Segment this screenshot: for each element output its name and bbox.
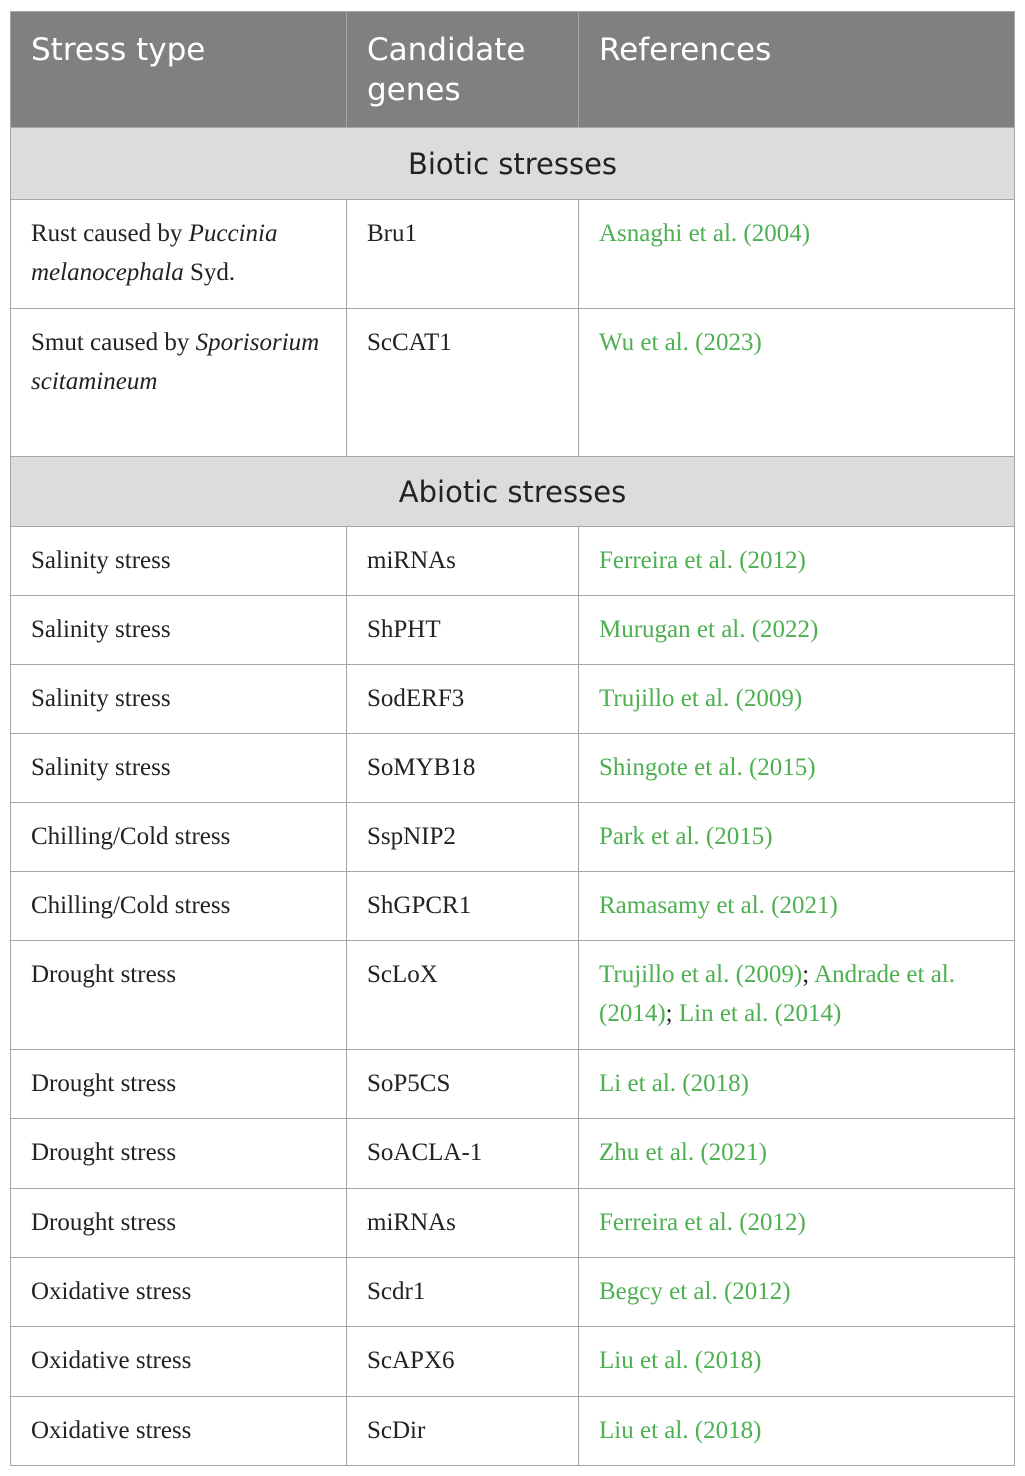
header-candidate-genes: Candidate genes — [347, 12, 579, 128]
table-row — [11, 309, 1015, 457]
header-stress-type: Stress type — [11, 12, 347, 128]
reference-separator: ; — [665, 1000, 679, 1027]
reference-cell — [579, 1050, 1015, 1119]
stress-type-cell: Salinity stress — [11, 665, 347, 734]
reference-cell — [579, 734, 1015, 803]
reference-cell — [579, 803, 1015, 872]
stress-genes-table — [10, 11, 1015, 1466]
stress-type-cell: Salinity stress — [11, 527, 347, 596]
table-row — [11, 1050, 1015, 1119]
reference-link[interactable]: Ramasamy et al. (2021) — [599, 892, 838, 919]
reference-link[interactable]: Li et al. (2018) — [599, 1070, 749, 1097]
table-row — [11, 200, 1015, 309]
reference-cell — [579, 309, 1015, 457]
stress-type-cell: Drought stress — [11, 941, 347, 1050]
reference-cell — [579, 527, 1015, 596]
gene-cell: ScLoX — [347, 941, 579, 1050]
reference-link[interactable]: Ferreira et al. (2012) — [599, 1209, 806, 1236]
gene-cell: SoMYB18 — [347, 734, 579, 803]
section-row-biotic — [11, 128, 1015, 200]
reference-link[interactable]: Trujillo et al. (2009) — [599, 685, 803, 712]
reference-link[interactable]: Asnaghi et al. (2004) — [599, 220, 811, 247]
stress-type-cell: Chilling/Cold stress — [11, 803, 347, 872]
stress-suffix: Syd. — [183, 259, 236, 286]
header-row — [11, 12, 1015, 128]
reference-link[interactable]: Liu et al. (2018) — [599, 1347, 762, 1374]
gene-cell: ShGPCR1 — [347, 872, 579, 941]
section-title-biotic: Biotic stresses — [11, 128, 1015, 200]
table-row — [11, 1397, 1015, 1466]
reference-link[interactable]: Lin et al. (2014) — [678, 1000, 842, 1027]
pathogen-name: Puccinia melanocephala — [31, 220, 278, 286]
stress-type-cell: Drought stress — [11, 1050, 347, 1119]
pathogen-name: Sporisorium scitamineum — [31, 329, 320, 395]
stress-type-cell: Oxidative stress — [11, 1258, 347, 1327]
gene-cell: ShPHT — [347, 596, 579, 665]
stress-prefix: Smut caused by — [31, 329, 196, 356]
stress-prefix: Rust caused by — [31, 220, 189, 247]
gene-cell: miRNAs — [347, 1189, 579, 1258]
reference-link[interactable]: Ferreira et al. (2012) — [599, 547, 806, 574]
reference-cell — [579, 665, 1015, 734]
reference-cell — [579, 941, 1015, 1050]
reference-cell — [579, 596, 1015, 665]
section-title-abiotic: Abiotic stresses — [11, 457, 1015, 527]
reference-link[interactable]: Liu et al. (2018) — [599, 1417, 762, 1444]
table-row — [11, 1119, 1015, 1189]
stress-type-cell — [11, 309, 347, 457]
gene-cell: SoACLA-1 — [347, 1119, 579, 1189]
gene-cell: miRNAs — [347, 527, 579, 596]
section-row-abiotic — [11, 457, 1015, 527]
table-row — [11, 872, 1015, 941]
gene-cell: Scdr1 — [347, 1258, 579, 1327]
reference-link[interactable]: Andrade et al. (2014) — [599, 961, 955, 1027]
stress-type-cell: Oxidative stress — [11, 1327, 347, 1397]
table-row — [11, 527, 1015, 596]
table-row — [11, 665, 1015, 734]
table-row — [11, 941, 1015, 1050]
reference-cell — [579, 1327, 1015, 1397]
gene-cell: ScCAT1 — [347, 309, 579, 457]
table-header — [11, 12, 1015, 128]
reference-link[interactable]: Trujillo et al. (2009) — [599, 961, 803, 988]
gene-cell: ScDir — [347, 1397, 579, 1466]
table-row — [11, 734, 1015, 803]
stress-type-cell: Drought stress — [11, 1119, 347, 1189]
reference-separator: ; — [802, 961, 815, 988]
stress-type-cell: Oxidative stress — [11, 1397, 347, 1466]
reference-cell — [579, 1397, 1015, 1466]
stress-type-cell: Drought stress — [11, 1189, 347, 1258]
reference-link[interactable]: Zhu et al. (2021) — [599, 1139, 768, 1166]
stress-type-cell: Salinity stress — [11, 596, 347, 665]
table-row — [11, 1327, 1015, 1397]
gene-cell: SspNIP2 — [347, 803, 579, 872]
reference-cell — [579, 1189, 1015, 1258]
stress-type-cell: Salinity stress — [11, 734, 347, 803]
table-row — [11, 1258, 1015, 1327]
stress-type-cell: Chilling/Cold stress — [11, 872, 347, 941]
gene-cell: ScAPX6 — [347, 1327, 579, 1397]
gene-cell: Bru1 — [347, 200, 579, 309]
gene-cell: SodERF3 — [347, 665, 579, 734]
stress-type-cell — [11, 200, 347, 309]
reference-link[interactable]: Shingote et al. (2015) — [599, 754, 816, 781]
reference-link[interactable]: Murugan et al. (2022) — [599, 616, 819, 643]
reference-link[interactable]: Park et al. (2015) — [599, 823, 773, 850]
reference-link[interactable]: Wu et al. (2023) — [599, 329, 762, 356]
table-row — [11, 1189, 1015, 1258]
table-body — [11, 128, 1015, 1466]
table-row — [11, 596, 1015, 665]
reference-cell — [579, 872, 1015, 941]
reference-cell — [579, 1119, 1015, 1189]
header-references: References — [579, 12, 1015, 128]
reference-cell — [579, 200, 1015, 309]
reference-cell — [579, 1258, 1015, 1327]
reference-link[interactable]: Begcy et al. (2012) — [599, 1278, 791, 1305]
gene-cell: SoP5CS — [347, 1050, 579, 1119]
table-row — [11, 803, 1015, 872]
